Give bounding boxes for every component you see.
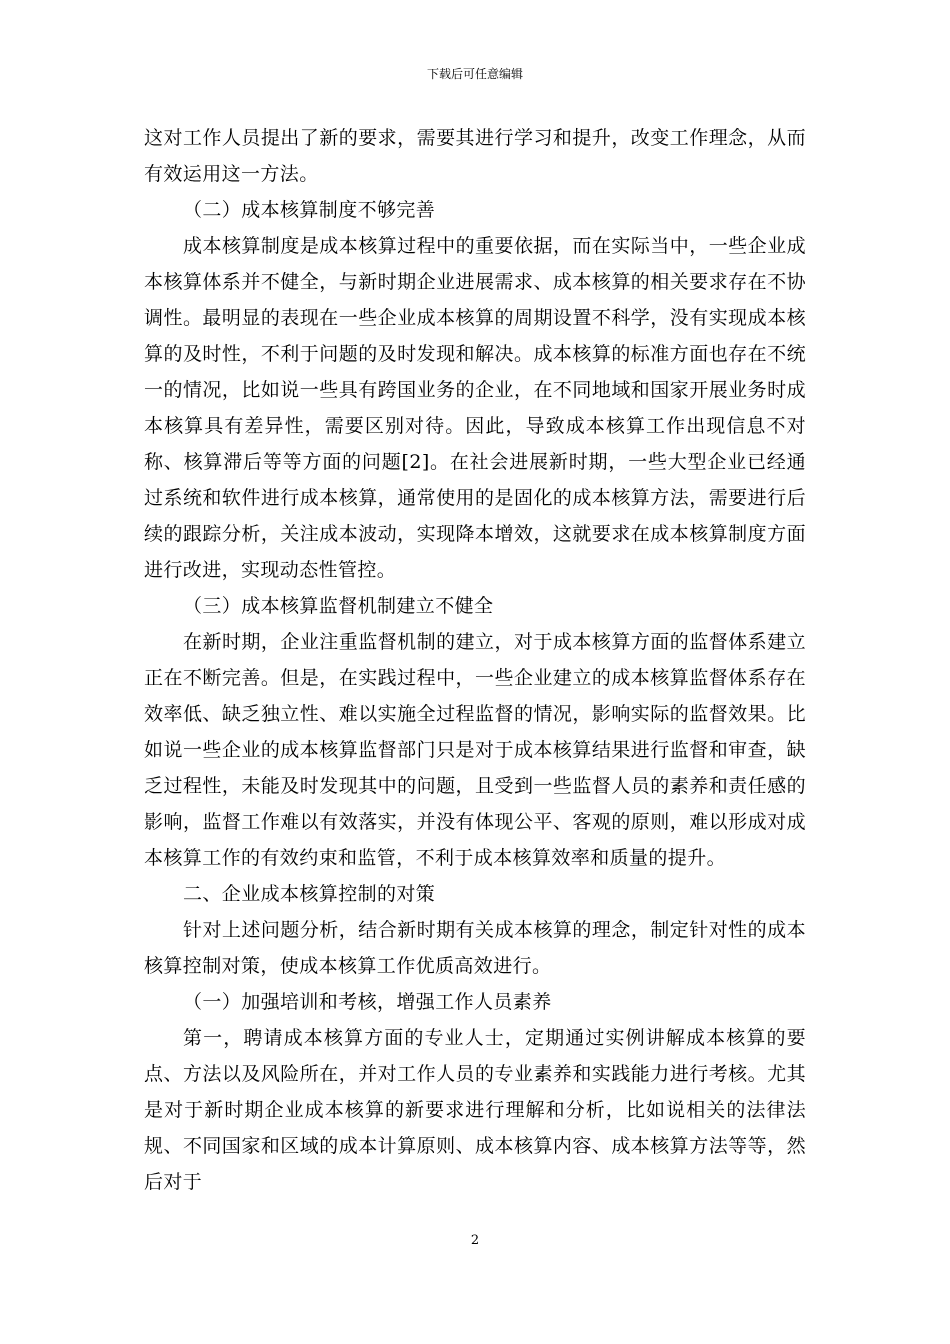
section-heading-2: （二）成本核算制度不够完善 bbox=[183, 199, 436, 221]
header-note: 下载后可任意编辑 bbox=[426, 67, 523, 81]
chapter-heading-countermeasures: 二、企业成本核算控制的对策 bbox=[183, 883, 436, 905]
section-heading-3: （三）成本核算监督机制建立不健全 bbox=[183, 595, 494, 617]
paragraph-continued: 这对工作人员提出了新的要求，需要其进行学习和提升，改变工作理念，从而有效运用这一方法。 bbox=[144, 127, 806, 185]
section-heading-1: （一）加强培训和考核，增强工作人员素养 bbox=[183, 991, 552, 1013]
page-number: 2 bbox=[470, 1233, 480, 1248]
paragraph-cost-system: 成本核算制度是成本核算过程中的重要依据，而在实际当中，一些企业成本核算体系并不健全，与新时期企业进展需求、成本核算的相关要求存在不协调性。最明显的表现在一些企业成本核算的周期设置不科学，没有实现成本核算的及时性，不利于问题的及时发现和解决。成本核算的标准方面也存在不统一的情况，比如说一些具有跨国业务的企业，在不同地域和国家开展业务时成本核算具有差异性，需要区别对待。因此，导致成本核算工作出现信息不对称、核算滞后等等方面的问题[2]。在社会进展新时期，一些大型企业已经通过系统和软件进行成本核算，通常使用的是固化的成本核算方法，需要进行后续的跟踪分析，关注成本波动，实现降本增效，这就要求在成本核算制度方面进行改进，实现动态性管控。 bbox=[144, 235, 806, 581]
paragraph-countermeasures-intro: 针对上述问题分析，结合新时期有关成本核算的理念，制定针对性的成本核算控制对策，使成本核算工作优质高效进行。 bbox=[144, 919, 806, 977]
document-body bbox=[144, 120, 806, 1200]
paragraph-supervision: 在新时期，企业注重监督机制的建立，对于成本核算方面的监督体系建立正在不断完善。但是，在实践过程中，一些企业建立的成本核算监督体系存在效率低、缺乏独立性、难以实施全过程监督的情况，影响实际的监督效果。比如说一些企业的成本核算监督部门只是对于成本核算结果进行监督和审查，缺乏过程性，未能及时发现其中的问题，且受到一些监督人员的素养和责任感的影响，监督工作难以有效落实，并没有体现公平、客观的原则，难以形成对成本核算工作的有效约束和监管，不利于成本核算效率和质量的提升。 bbox=[144, 631, 806, 869]
paragraph-training: 第一，聘请成本核算方面的专业人士，定期通过实例讲解成本核算的要点、方法以及风险所在，并对工作人员的专业素养和实践能力进行考核。尤其是对于新时期企业成本核算的新要求进行理解和分析，比如说相关的法律法规、不同国家和区域的成本计算原则、成本核算内容、成本核算方法等等，然后对于 bbox=[144, 1027, 806, 1193]
